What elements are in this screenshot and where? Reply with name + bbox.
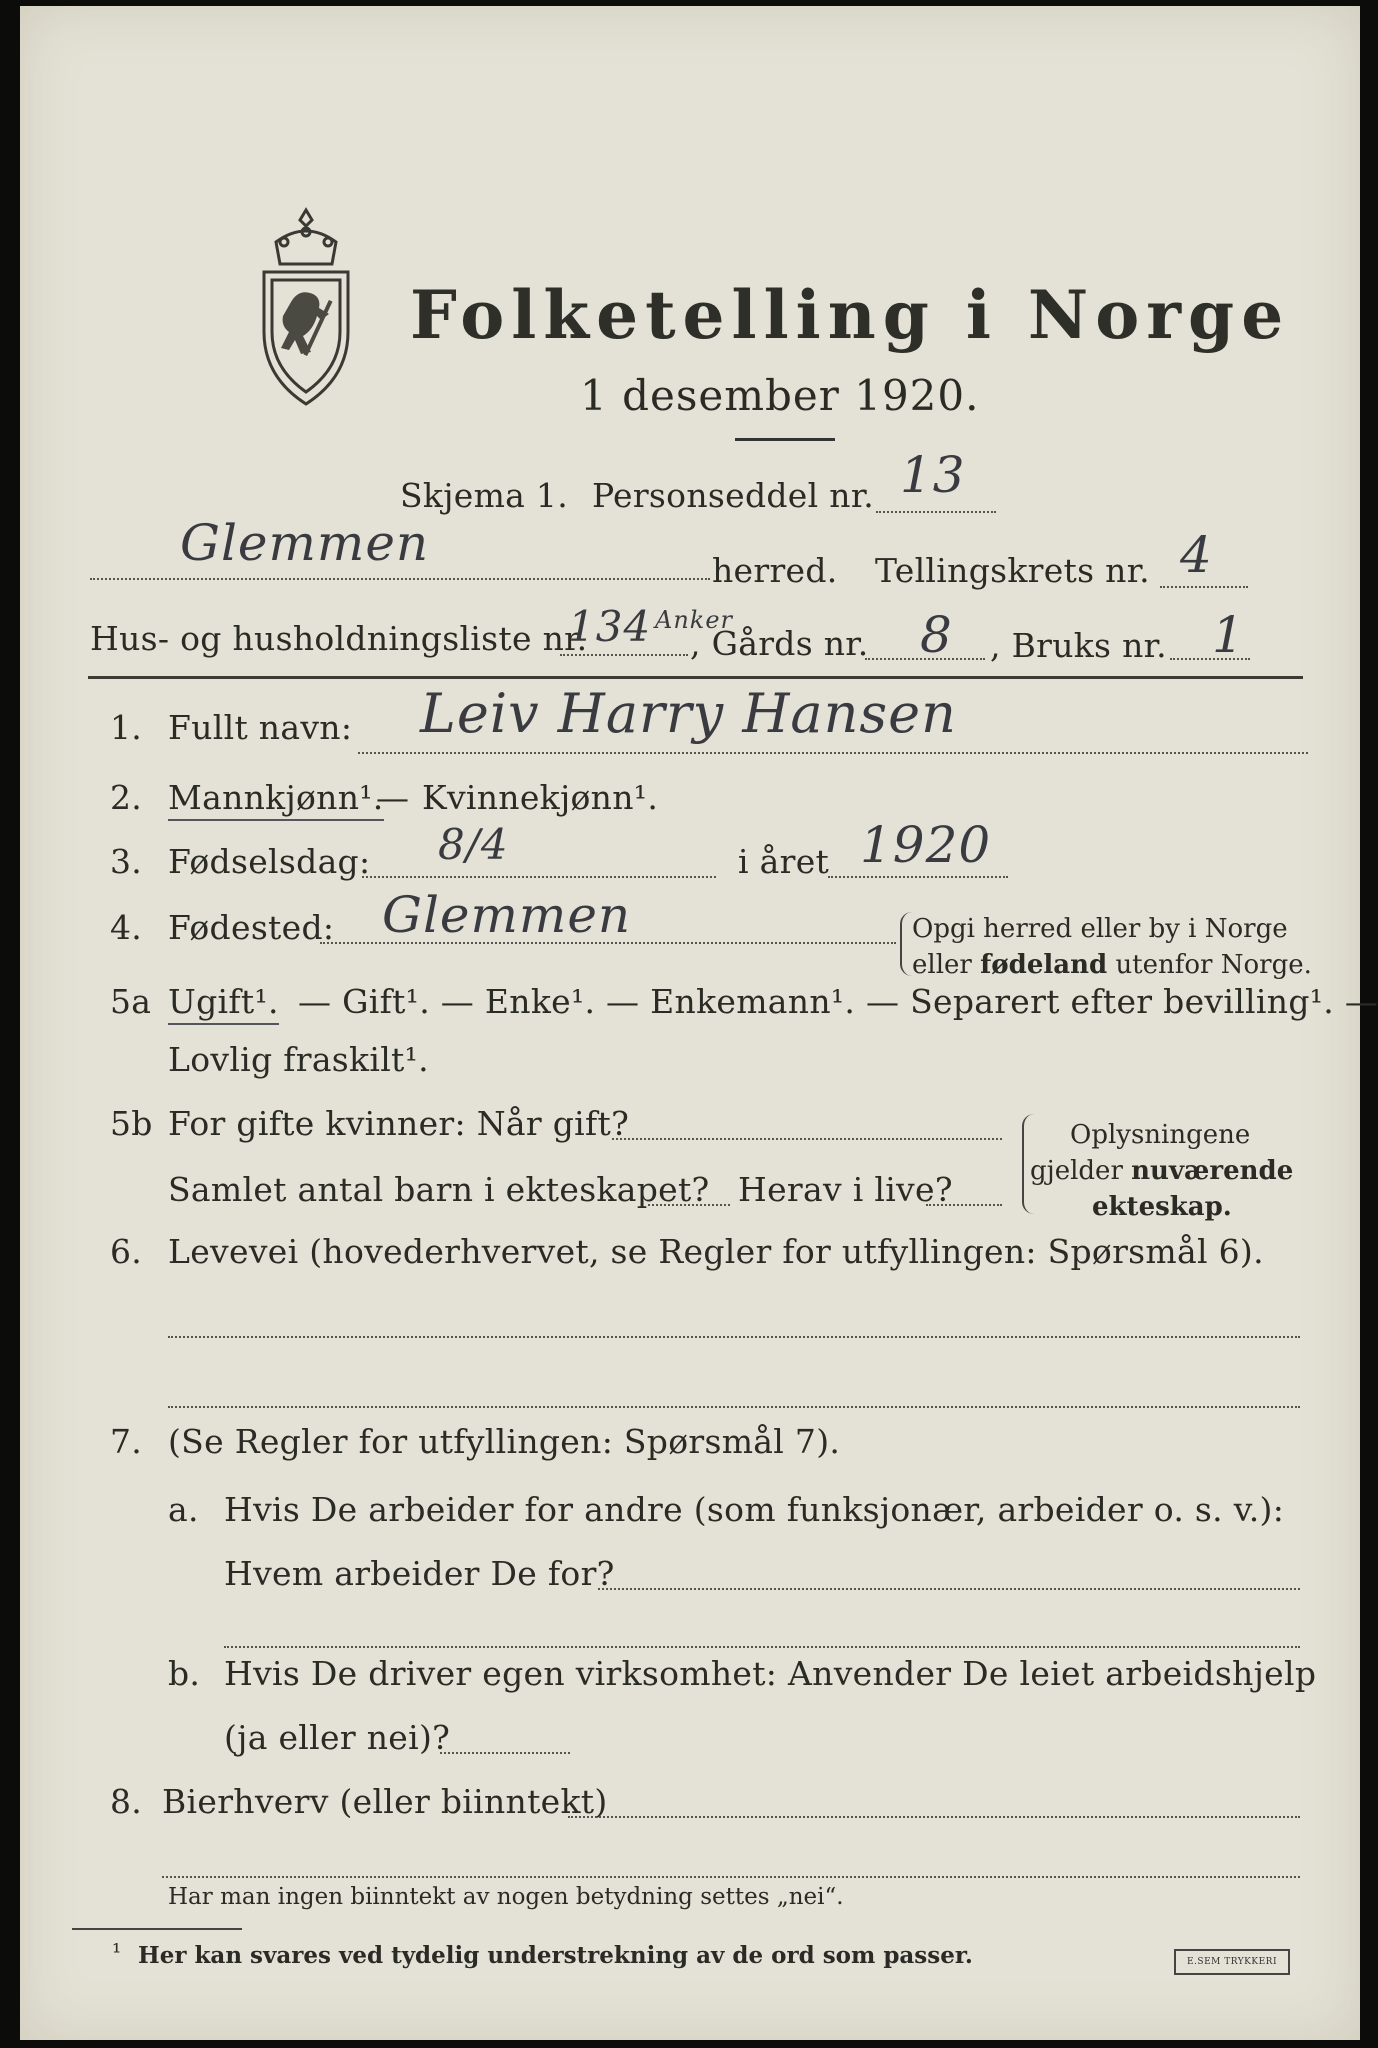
- q3-day-value[interactable]: 8/4: [438, 820, 509, 869]
- q7a-label: Hvis De arbeider for andre (som funksjonær, arbeider o. s. v.):: [224, 1490, 1285, 1529]
- q5a-other-options[interactable]: — Gift¹. — Enke¹. — Enkemann¹. — Separert efter bevilling¹. —: [298, 982, 1378, 1021]
- q2-separator: —: [376, 778, 410, 817]
- q3-year-label: i året: [738, 842, 830, 881]
- q5a-fraskilt-option[interactable]: Lovlig fraskilt¹.: [168, 1040, 429, 1079]
- q2-male-option[interactable]: Mannkjønn¹.: [168, 778, 384, 821]
- header-rule: [88, 676, 1303, 679]
- hus-value[interactable]: 134: [568, 602, 652, 651]
- q7a-employer-line: [598, 1588, 1300, 1590]
- form-title: Folketelling i Norge: [410, 276, 1291, 354]
- q7a-extra-line: [224, 1646, 1300, 1648]
- q5a-number: 5a: [110, 982, 152, 1021]
- q1-value[interactable]: Leiv Harry Hansen: [420, 682, 957, 745]
- q6-line-2: [168, 1406, 1300, 1408]
- footnote-text: Her kan svares ved tydelig understrekning av de ord som passer.: [138, 1942, 973, 1969]
- q8-line-1: [568, 1816, 1300, 1818]
- q7b-label: Hvis De driver egen virksomhet: Anvender De leiet arbeidshjelp: [224, 1654, 1317, 1693]
- q8-label: Bierhverv (eller biinntekt): [162, 1782, 608, 1821]
- gards-value[interactable]: 8: [920, 606, 953, 664]
- printer-stamp: E.SEM TRYKKERI: [1174, 1949, 1290, 1975]
- q3-year-line: [828, 876, 1008, 878]
- q5b-married-label: For gifte kvinner: Når gift?: [168, 1104, 630, 1143]
- q5b-alive-line: [926, 1204, 1002, 1206]
- hus-extra[interactable]: Anker: [655, 606, 734, 634]
- schema-label: Skjema 1.: [400, 476, 569, 515]
- q6-number: 6.: [110, 1232, 143, 1271]
- q5b-note-line1: Oplysningene: [1070, 1120, 1251, 1150]
- q7-label: (Se Regler for utfyllingen: Spørsmål 7).: [168, 1422, 841, 1461]
- census-form-sheet: [20, 6, 1378, 2040]
- q5b-children-label: Samlet antal barn i ekteskapet?: [168, 1170, 710, 1209]
- q5b-children-line: [648, 1204, 730, 1206]
- q4-number: 4.: [110, 908, 143, 947]
- q2-female-option[interactable]: Kvinnekjønn¹.: [422, 778, 659, 817]
- hus-line: [560, 654, 688, 656]
- bruks-label: , Bruks nr.: [990, 626, 1167, 665]
- herred-line: [90, 578, 710, 580]
- q4-label: Fødested:: [168, 908, 335, 947]
- q6-line-1: [168, 1336, 1300, 1338]
- personseddel-line: [876, 511, 996, 513]
- q3-label: Fødselsdag:: [168, 842, 371, 881]
- tellingskrets-label: Tellingskrets nr.: [875, 551, 1150, 590]
- q4-note-line2: eller fødeland utenfor Norge.: [912, 950, 1312, 980]
- hus-label: Hus- og husholdningsliste nr.: [90, 619, 588, 658]
- coat-of-arms-icon: [246, 202, 366, 412]
- q7-number: 7.: [110, 1422, 143, 1461]
- form-date: 1 desember 1920.: [580, 371, 980, 420]
- q5b-note-line2: gjelder nuværende: [1030, 1156, 1294, 1186]
- q7a-employer-label: Hvem arbeider De for?: [224, 1554, 615, 1593]
- q5b-note-line3: ekteskap.: [1092, 1192, 1232, 1222]
- q7b-letter: b.: [168, 1654, 201, 1693]
- q7b-help-label: (ja eller nei)?: [224, 1718, 451, 1757]
- q8-note: Har man ingen biinntekt av nogen betydning settes „nei“.: [168, 1884, 844, 1910]
- q7a-letter: a.: [168, 1490, 199, 1529]
- q5b-number: 5b: [110, 1104, 153, 1143]
- tellingskrets-value[interactable]: 4: [1180, 526, 1213, 584]
- title-divider: [735, 438, 835, 441]
- q2-number: 2.: [110, 778, 143, 817]
- herred-value[interactable]: Glemmen: [180, 514, 430, 572]
- q5b-alive-label: Herav i live?: [738, 1170, 953, 1209]
- q4-note-line1: Opgi herred eller by i Norge: [912, 914, 1288, 944]
- herred-label: herred.: [712, 551, 838, 590]
- q8-number: 8.: [110, 1782, 143, 1821]
- gards-label: , Gårds nr.: [690, 624, 869, 663]
- tellingskrets-line: [1160, 586, 1248, 588]
- q1-number: 1.: [110, 708, 143, 747]
- personseddel-value[interactable]: 13: [900, 446, 966, 504]
- q8-line-2: [162, 1876, 1300, 1878]
- q3-year-value[interactable]: 1920: [860, 816, 992, 874]
- q7b-help-line: [440, 1752, 570, 1754]
- q1-line: [358, 752, 1308, 754]
- q1-label: Fullt navn:: [168, 708, 353, 747]
- q6-label: Levevei (hovederhvervet, se Regler for utfyllingen: Spørsmål 6).: [168, 1232, 1264, 1271]
- personseddel-label: Personseddel nr.: [592, 476, 875, 515]
- footnote-mark: ¹: [112, 1940, 122, 1966]
- q3-day-line: [362, 876, 716, 878]
- bruks-value[interactable]: 1: [1212, 606, 1245, 664]
- q4-note-brace: [900, 912, 912, 976]
- q3-number: 3.: [110, 842, 143, 881]
- footnote-rule: [72, 1928, 242, 1930]
- q5b-married-line: [612, 1138, 1002, 1140]
- q5a-ugift-option[interactable]: Ugift¹.: [168, 982, 279, 1025]
- q4-value[interactable]: Glemmen: [382, 886, 632, 944]
